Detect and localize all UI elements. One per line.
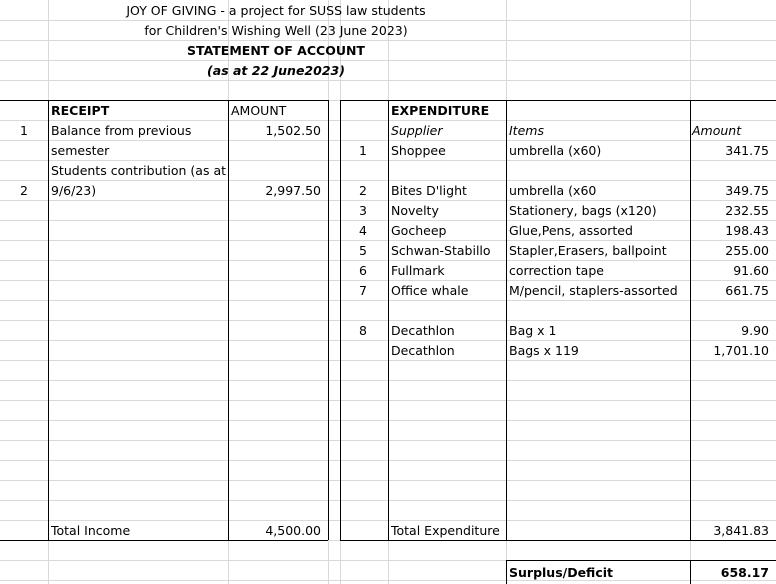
expenditure-row-4-supplier: Gocheep xyxy=(391,223,447,238)
receipt-row-2-desc-cont: 9/6/23) xyxy=(51,183,97,198)
expenditure-row-6-supplier: Fullmark xyxy=(391,263,445,278)
title-line-4: (as at 22 June2023) xyxy=(207,63,345,78)
expenditure-row-5-amount: 255.00 xyxy=(725,243,769,258)
total-expenditure-amount: 3,841.83 xyxy=(713,523,769,538)
receipt-row-2-desc: Students contribution (as at xyxy=(51,163,227,178)
expenditure-row-8-no: 8 xyxy=(359,323,367,338)
expenditure-row-4-no: 4 xyxy=(359,223,367,238)
title-line-3: STATEMENT OF ACCOUNT xyxy=(187,43,365,58)
expenditure-row-8-items: Bag x 1 xyxy=(509,323,557,338)
expenditure-row-2-items: umbrella (x60 xyxy=(509,183,597,198)
receipt-row-1-amount: 1,502.50 xyxy=(265,123,321,138)
expenditure-row-1-items: umbrella (x60) xyxy=(509,143,602,158)
receipt-row-2-no: 2 xyxy=(20,183,28,198)
expenditure-row-9-no xyxy=(340,341,386,361)
expenditure-row-4-items: Glue,Pens, assorted xyxy=(509,223,633,238)
expenditure-row-8-supplier: Decathlon xyxy=(391,323,455,338)
expenditure-row-7-amount: 661.75 xyxy=(725,283,769,298)
expenditure-row-5-supplier: Schwan-Stabillo xyxy=(391,243,491,258)
receipt-header: RECEIPT xyxy=(51,103,110,118)
expenditure-row-7-items: M/pencil, staplers-assorted xyxy=(509,283,678,298)
expenditure-row-3-supplier: Novelty xyxy=(391,203,439,218)
receipt-row-2-amount: 2,997.50 xyxy=(265,183,321,198)
total-income-amount: 4,500.00 xyxy=(265,523,321,538)
expenditure-row-7-no: 7 xyxy=(359,283,367,298)
expenditure-row-3-amount: 232.55 xyxy=(725,203,769,218)
expenditure-row-5-items: Stapler,Erasers, ballpoint xyxy=(509,243,667,258)
expenditure-row-6-items: correction tape xyxy=(509,263,604,278)
items-column-header: Items xyxy=(509,123,544,138)
expenditure-row-2-supplier: Bites D'light xyxy=(391,183,467,198)
amount-column-header: Amount xyxy=(692,123,742,138)
expenditure-row-8-amount: 9.90 xyxy=(741,323,769,338)
title-line-1: JOY OF GIVING - a project for SUSS law students xyxy=(126,3,426,18)
expenditure-row-5-no: 5 xyxy=(359,243,367,258)
expenditure-row-9-items: Bags x 119 xyxy=(509,343,579,358)
expenditure-row-1-amount: 341.75 xyxy=(725,143,769,158)
expenditure-row-7-supplier: Office whale xyxy=(391,283,469,298)
surplus-deficit-label: Surplus/Deficit xyxy=(509,565,613,580)
receipt-row-1-desc: Balance from previous xyxy=(51,123,192,138)
expenditure-row-9-supplier: Decathlon xyxy=(391,343,455,358)
receipt-amount-header: AMOUNT xyxy=(231,103,287,118)
total-income-label: Total Income xyxy=(51,523,131,538)
expenditure-row-3-no: 3 xyxy=(359,203,367,218)
expenditure-row-6-no: 6 xyxy=(359,263,367,278)
expenditure-row-9-amount: 1,701.10 xyxy=(713,343,769,358)
expenditure-row-1-no: 1 xyxy=(359,143,367,158)
title-line-2: for Children's Wishing Well (23 June 2023) xyxy=(144,23,408,38)
surplus-deficit-amount: 658.17 xyxy=(720,565,769,580)
expenditure-row-1-supplier: Shoppee xyxy=(391,143,446,158)
receipt-row-1-desc-cont: semester xyxy=(51,143,110,158)
expenditure-row-6-amount: 91.60 xyxy=(733,263,769,278)
total-expenditure-label: Total Expenditure xyxy=(391,523,500,538)
expenditure-row-2-no: 2 xyxy=(359,183,367,198)
expenditure-row-4-amount: 198.43 xyxy=(725,223,769,238)
receipt-row-1-no: 1 xyxy=(20,123,28,138)
expenditure-header: EXPENDITURE xyxy=(391,103,490,118)
supplier-column-header: Supplier xyxy=(391,123,443,138)
expenditure-row-3-items: Stationery, bags (x120) xyxy=(509,203,657,218)
expenditure-row-2-amount: 349.75 xyxy=(725,183,769,198)
